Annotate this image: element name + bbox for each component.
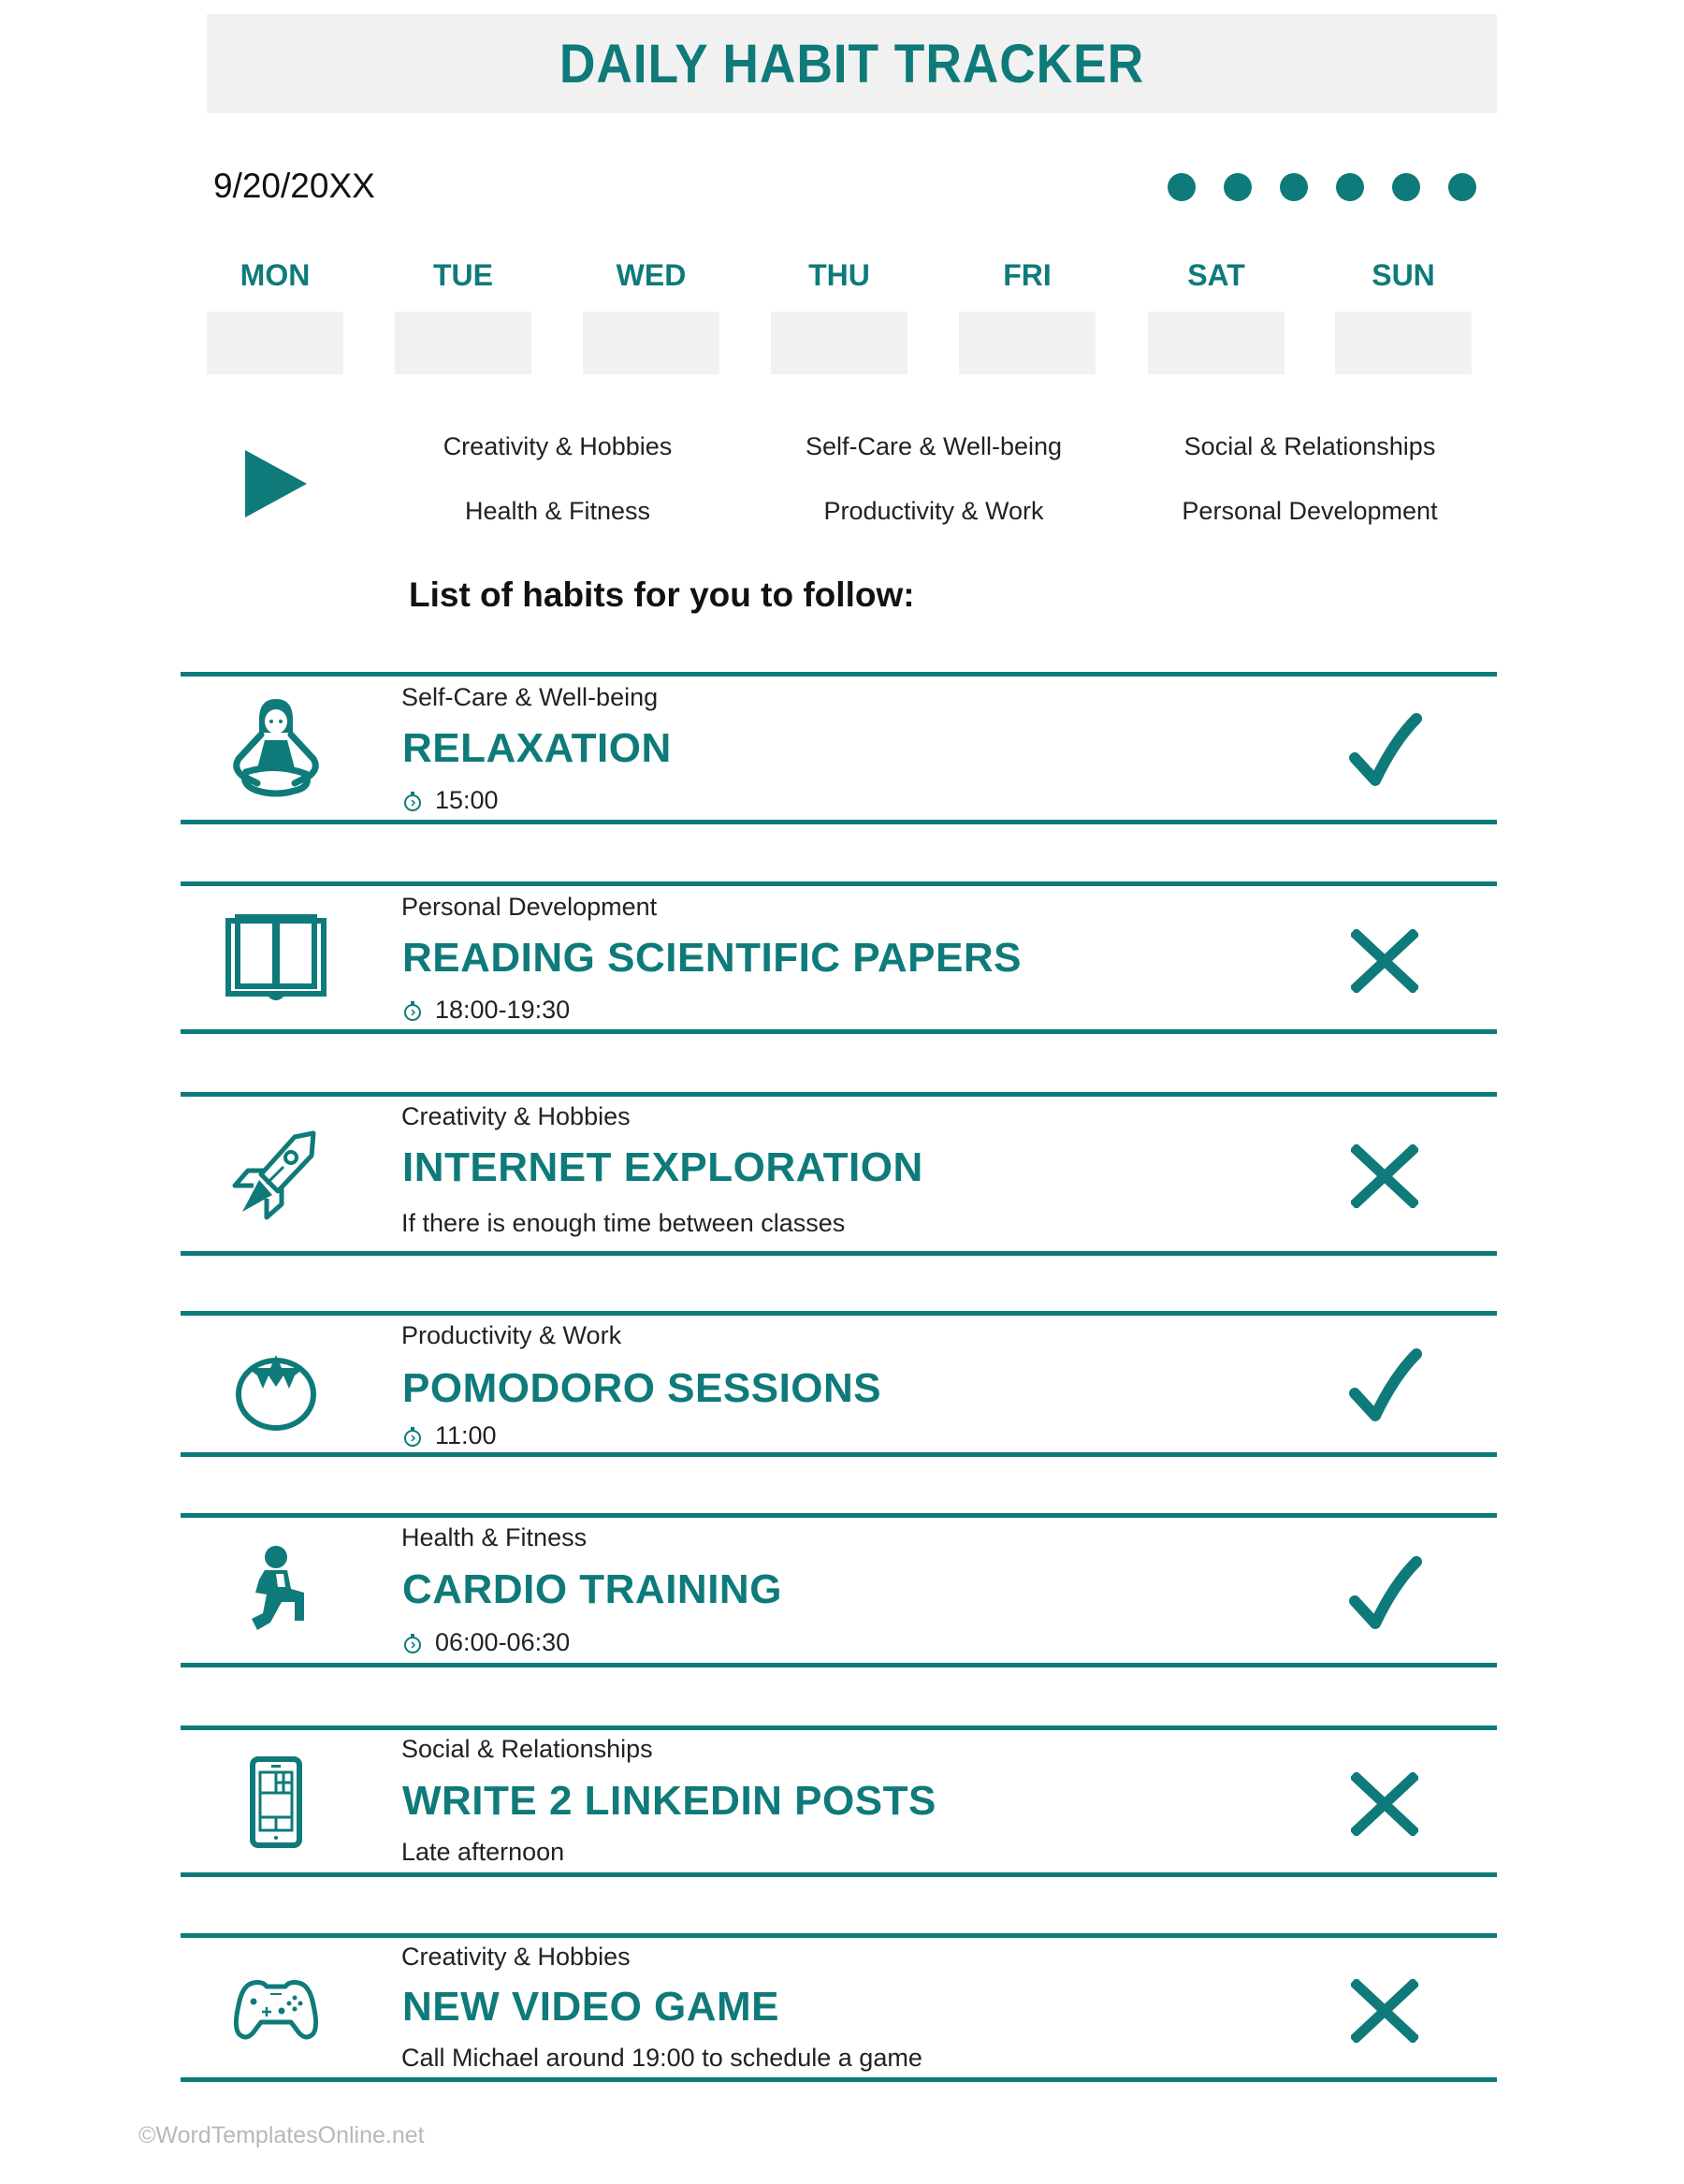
category-productivity: Productivity & Work <box>823 497 1044 525</box>
day-box-fri[interactable] <box>959 312 1096 374</box>
habit-time <box>401 786 499 815</box>
day-box-sun[interactable] <box>1335 312 1472 374</box>
habit-detail-text: 06:00-06:30 <box>435 1628 571 1656</box>
day-box-tue[interactable] <box>395 312 531 374</box>
habit-detail-text: Call Michael around 19:00 to schedule a game <box>401 2044 922 2072</box>
status-cross-icon[interactable] <box>1338 914 1431 1008</box>
meditation-icon <box>220 691 332 803</box>
habit-title: NEW VIDEO GAME <box>402 1984 780 2030</box>
status-check-icon[interactable] <box>1338 1339 1431 1433</box>
category-social: Social & Relationships <box>1183 432 1436 460</box>
habit-title: INTERNET EXPLORATION <box>402 1144 923 1190</box>
divider <box>181 1311 1497 1316</box>
dot-icon <box>1280 173 1308 201</box>
day-label-sat: SAT <box>1187 258 1245 292</box>
status-cross-icon[interactable] <box>1338 1129 1431 1223</box>
play-arrow-icon <box>245 450 307 517</box>
habit-detail-text: 11:00 <box>435 1421 497 1449</box>
gamepad-icon <box>220 1954 332 2066</box>
divider <box>181 820 1497 824</box>
day-label-sun: SUN <box>1372 258 1435 292</box>
stopwatch-icon <box>401 1632 424 1654</box>
runner-icon <box>220 1535 332 1647</box>
habit-note <box>401 2044 922 2073</box>
habit-detail-text: 18:00-19:30 <box>435 996 571 1024</box>
day-label-mon: MON <box>240 258 311 292</box>
habit-category: Creativity & Hobbies <box>401 1102 631 1130</box>
status-check-icon[interactable] <box>1338 1547 1431 1640</box>
habit-detail-text: 15:00 <box>435 786 499 814</box>
book-icon <box>220 901 332 1013</box>
status-check-icon[interactable] <box>1338 704 1431 797</box>
habit-time <box>401 1628 570 1657</box>
stopwatch-icon <box>401 999 424 1022</box>
habit-detail-text: If there is enough time between classes <box>401 1209 846 1237</box>
habit-category: Creativity & Hobbies <box>401 1943 631 1971</box>
habit-category: Personal Development <box>401 893 658 921</box>
progress-dots <box>1168 173 1476 201</box>
category-creativity: Creativity & Hobbies <box>443 432 673 460</box>
habit-title: READING SCIENTIFIC PAPERS <box>402 935 1022 981</box>
dot-icon <box>1448 173 1476 201</box>
habit-category: Productivity & Work <box>401 1321 622 1349</box>
date-label: 9/20/20XX <box>213 167 375 205</box>
habit-time <box>401 996 570 1025</box>
day-box-wed[interactable] <box>583 312 719 374</box>
day-box-thu[interactable] <box>771 312 907 374</box>
list-heading: List of habits for you to follow: <box>409 575 915 614</box>
copyright-footer: ©WordTemplatesOnline.net <box>138 2122 425 2148</box>
habit-category: Health & Fitness <box>401 1523 588 1551</box>
title-banner <box>207 14 1497 113</box>
divider <box>181 2077 1497 2082</box>
day-box-sat[interactable] <box>1148 312 1285 374</box>
day-label-wed: WED <box>616 258 687 292</box>
habit-title: POMODORO SESSIONS <box>402 1365 882 1411</box>
habit-category: Self-Care & Well-being <box>401 683 659 711</box>
status-cross-icon[interactable] <box>1338 1757 1431 1851</box>
category-health: Health & Fitness <box>464 497 651 525</box>
habit-note <box>401 1209 845 1238</box>
divider <box>181 1251 1497 1256</box>
tomato-icon <box>220 1332 332 1445</box>
divider <box>181 1872 1497 1877</box>
dot-icon <box>1224 173 1252 201</box>
day-label-thu: THU <box>808 258 870 292</box>
status-cross-icon[interactable] <box>1338 1964 1431 2058</box>
divider <box>181 1092 1497 1097</box>
category-self-care: Self-Care & Well-being <box>805 432 1063 460</box>
divider <box>181 1933 1497 1938</box>
habit-time <box>401 1421 497 1450</box>
day-label-tue: TUE <box>433 258 493 292</box>
smartphone-icon <box>220 1746 332 1858</box>
habit-category: Social & Relationships <box>401 1735 653 1763</box>
category-personal: Personal Development <box>1182 497 1438 525</box>
habit-detail-text: Late afternoon <box>401 1838 565 1866</box>
divider <box>181 1725 1497 1730</box>
day-label-fri: FRI <box>1003 258 1052 292</box>
page-title: DAILY HABIT TRACKER <box>559 33 1145 95</box>
habit-title: RELAXATION <box>402 725 672 771</box>
divider <box>181 1513 1497 1518</box>
habit-note <box>401 1838 564 1867</box>
divider <box>181 672 1497 677</box>
rocket-icon <box>220 1118 332 1230</box>
dot-icon <box>1336 173 1364 201</box>
dot-icon <box>1168 173 1196 201</box>
divider <box>181 881 1497 886</box>
dot-icon <box>1392 173 1420 201</box>
divider <box>181 1663 1497 1667</box>
stopwatch-icon <box>401 1425 424 1448</box>
habit-title: CARDIO TRAINING <box>402 1566 782 1612</box>
habit-title: WRITE 2 LINKEDIN POSTS <box>402 1778 936 1824</box>
divider <box>181 1452 1497 1457</box>
divider <box>181 1029 1497 1034</box>
day-box-mon[interactable] <box>207 312 343 374</box>
stopwatch-icon <box>401 790 424 812</box>
